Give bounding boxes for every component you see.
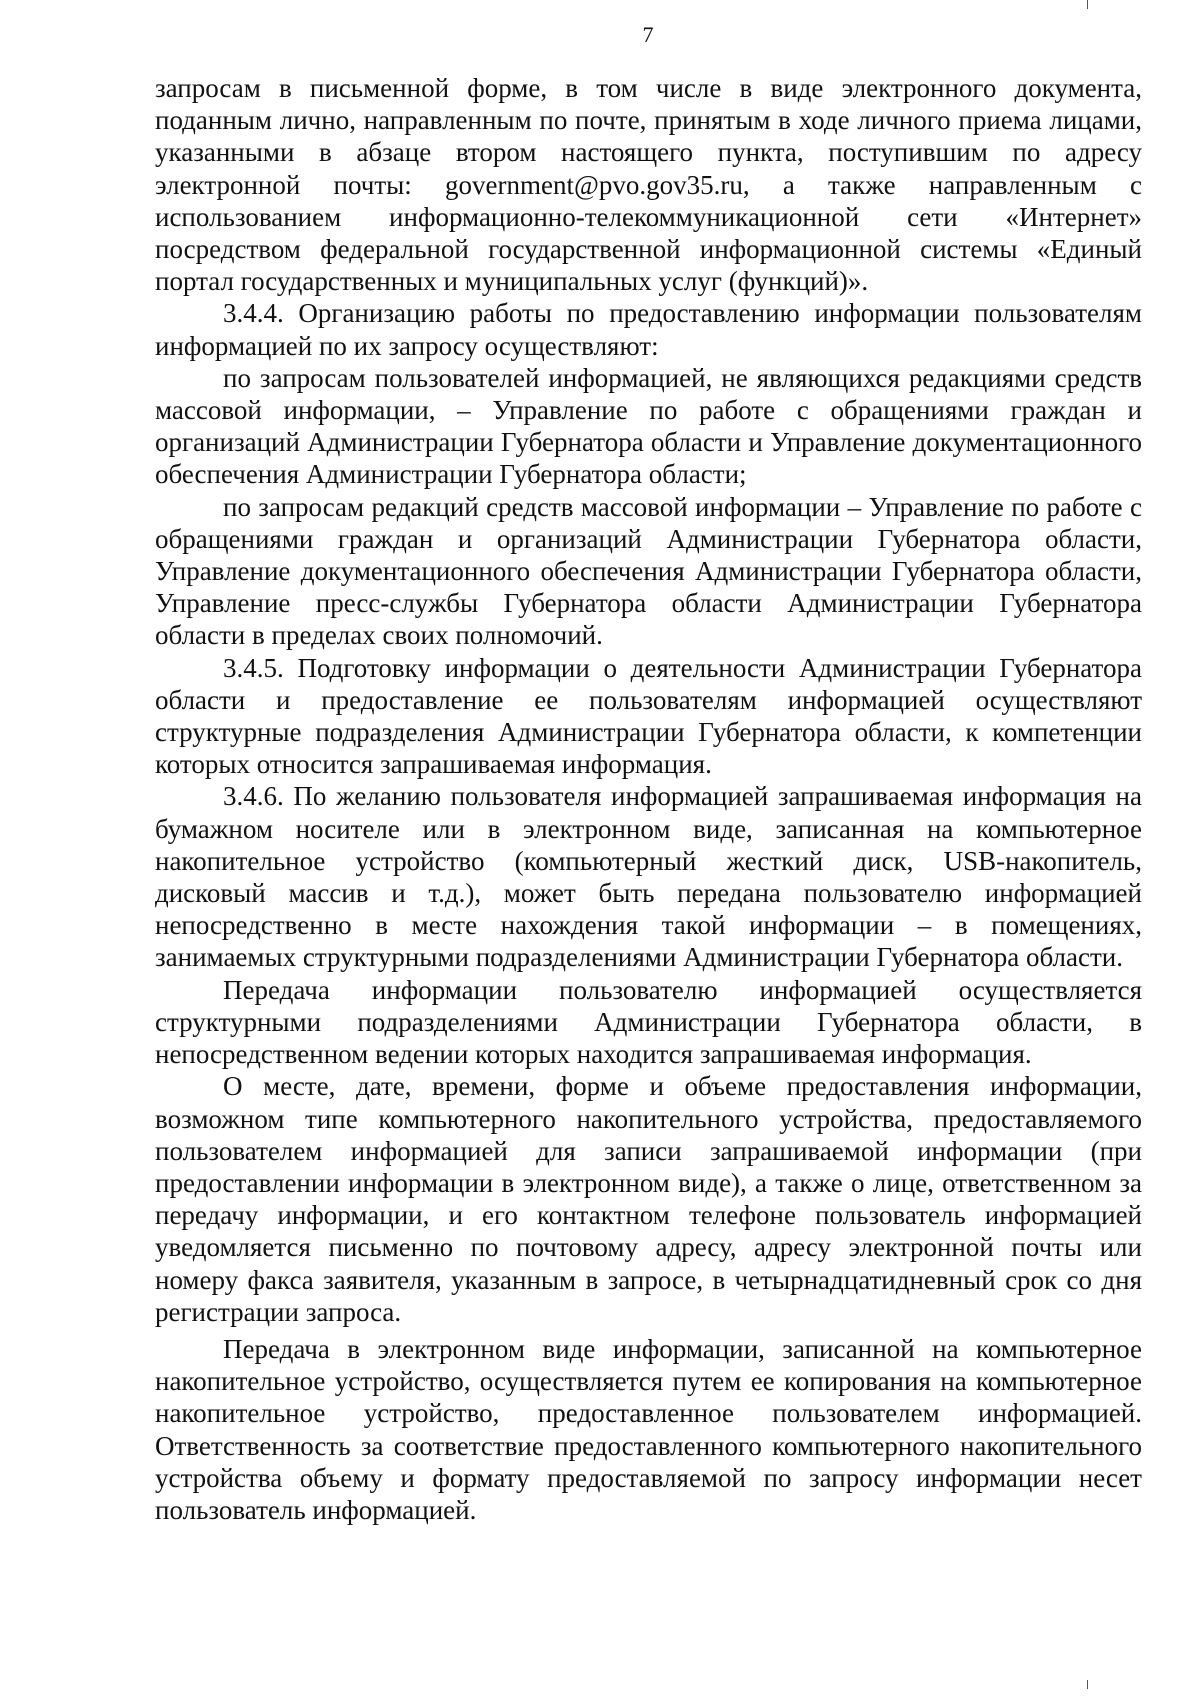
- paragraph-3-4-5: 3.4.5. Подготовку информации о деятельности Администрации Губернатора области и предоставление ее пользователям информацией осуществляют структурные подразделения Администрации Губернатора области, к компетенции которых относится запрашиваемая информация.: [155, 652, 1142, 780]
- paragraph-3-4-4-media: по запросам редакций средств массовой информации – Управление по работе с обращениями граждан и организаций Администрации Губернатора области, Управление документационного обеспечения Администрации Губернатора области, Управление пресс-службы Губернатора области Администрации Губернатора области в пределах своих полномочий.: [155, 491, 1142, 651]
- paragraph-notification: О месте, дате, времени, форме и объеме предоставления информации, возможном типе компьютерного накопительного устройства, предоставляемого пользователем информацией для записи запрашиваемой информации (при предоставлении информации в электронном виде), а также о лице, ответственном за передачу информации, и его контактном телефоне пользователь информацией уведомляется письменно по почтовому адресу, адресу электронной почты или номеру факса заявителя, указанным в запросе, в четырнадцатидневный срок со дня регистрации запроса.: [155, 1071, 1142, 1327]
- document-body: [155, 72, 1142, 1526]
- paragraph-3-4-4-media-exempt: по запросам пользователей информацией, не являющихся редакциями средств массовой информации, – Управление по работе с обращениями граждан и организаций Администрации Губернатора области и Управление документационного обеспечения Администрации Губернатора области;: [155, 362, 1142, 490]
- paragraph-transfer-units: Передача информации пользователю информацией осуществляется структурными подразделениями Администрации Губернатора области, в непосредственном ведении которых находится запрашиваемая информация.: [155, 974, 1142, 1070]
- paragraph-3-4-4: 3.4.4. Организацию работы по предоставлению информации пользователям информацией по их запросу осуществляют:: [155, 298, 1142, 361]
- paragraph-3-4-6: 3.4.6. По желанию пользователя информацией запрашиваемая информация на бумажном носителе или в электронном виде, записанная на компьютерное накопительное устройство (компьютерный жесткий диск, USB-накопитель, дисковый массив и т.д.), может быть передана пользователю информацией непосредственно в месте нахождения такой информации – в помещениях, занимаемых структурными подразделениями Администрации Губернатора области.: [155, 781, 1142, 973]
- paragraph-electronic-transfer: Передача в электронном виде информации, записанной на компьютерное накопительное устройство, осуществляется путем ее копирования на компьютерное накопительное устройство, предоставленное пользователем информацией. Ответственность за соответствие предоставленного компьютерного накопительного устройства объему и формату предоставляемой по запросу информации несет пользователь информацией.: [155, 1333, 1142, 1525]
- bottom-edge-mark: [1087, 1680, 1088, 1689]
- page-number: 7: [642, 22, 654, 47]
- top-edge-mark: [1087, 0, 1088, 9]
- paragraph-continuation: запросам в письменной форме, в том числе в виде электронного документа, поданным лично, направленным по почте, принятым в ходе личного приема лицами, указанными в абзаце втором настоящего пункта, поступившим по адресу электронной почты: government@pvo.gov35.ru, а также направленным с использованием информационно-телекоммуникационной сети «Интернет» посредством федеральной государственной информационной системы «Единый портал государственных и муниципальных услуг (функций)».: [155, 73, 1142, 297]
